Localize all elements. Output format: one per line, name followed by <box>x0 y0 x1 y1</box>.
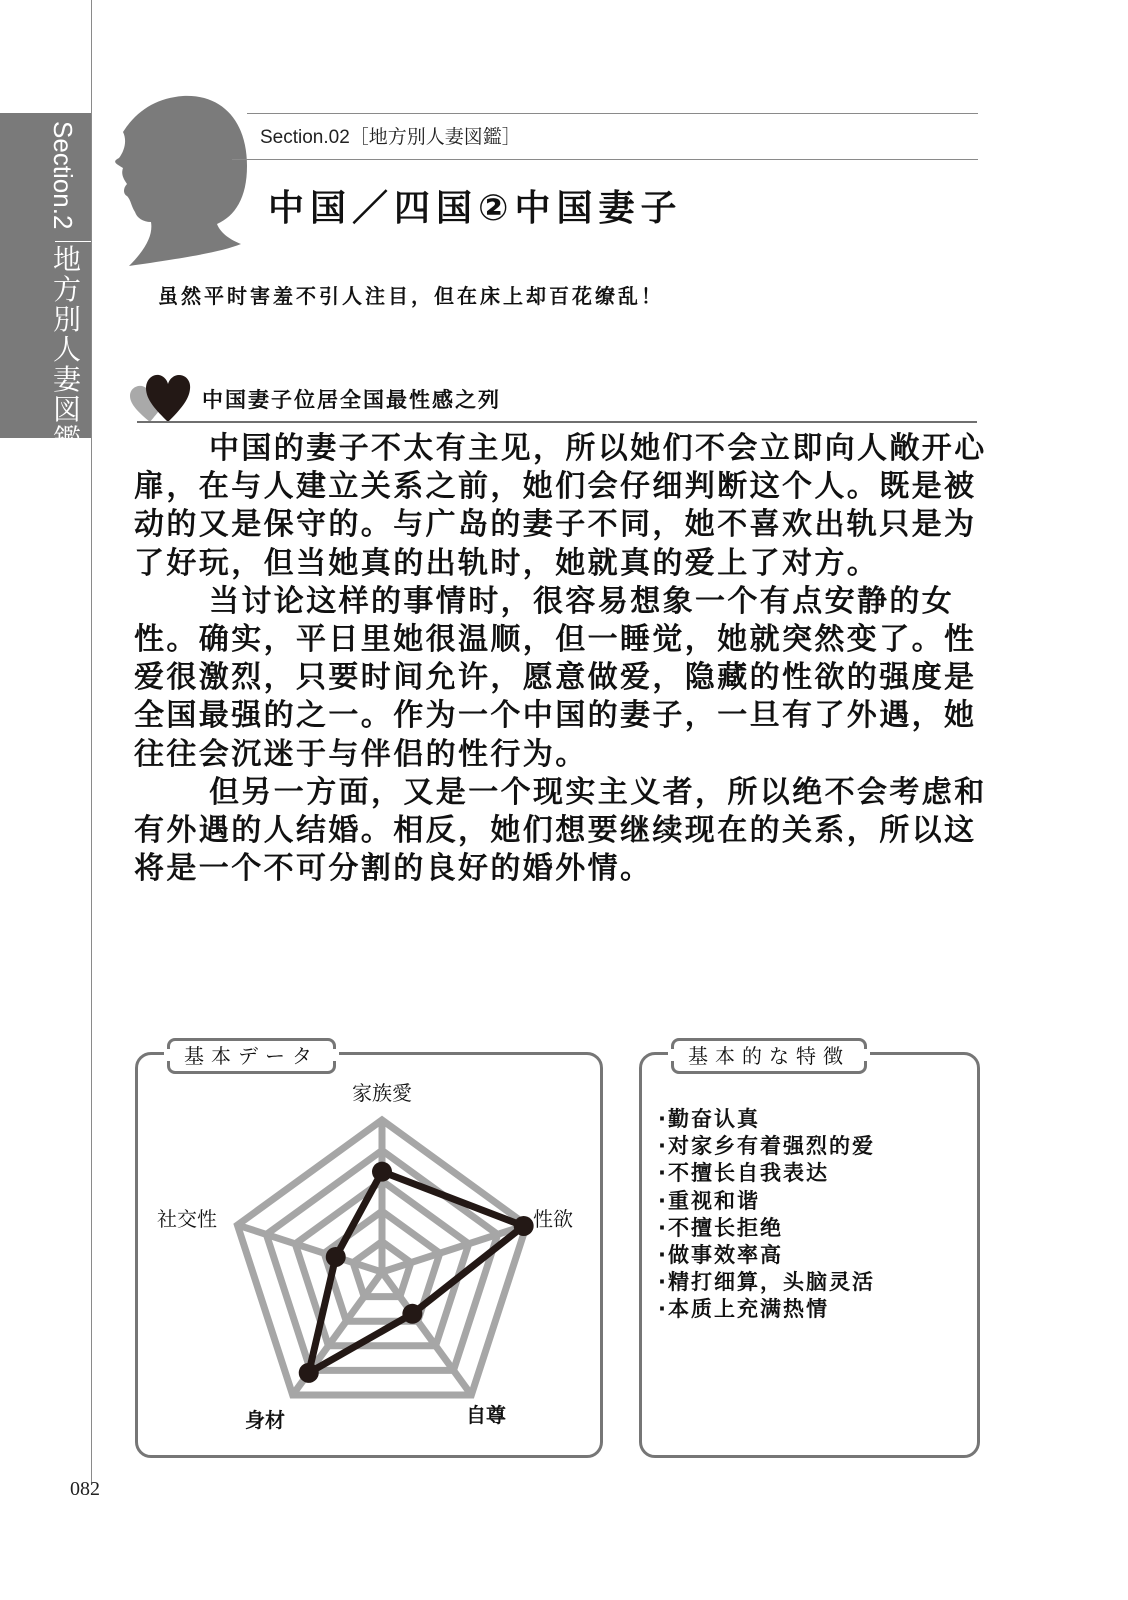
feature-item: ·本质上充满热情 <box>658 1297 829 1322</box>
radar-point <box>326 1247 346 1267</box>
feature-item: ·重视和谐 <box>658 1188 760 1213</box>
radar-chart <box>130 1080 600 1460</box>
side-tab-category: 地方別人妻図鑑 <box>52 243 81 456</box>
paragraph: 当讨论这样的事情时，很容易想象一个有点安静的女性。确实，平日里她很温顺，但一睡觉，她就突然变了。性爱很激烈，只要时间允许，愿意做爱，隐藏的性欲的强度是全国最强的之一。作为一个中国的妻子，一旦有了外遇，她往往会沉迷于与伴侣的性行为。 <box>134 583 977 772</box>
radar-point <box>402 1304 422 1324</box>
feature-item: ·勤奋认真 <box>658 1107 760 1131</box>
radar-point <box>299 1363 319 1383</box>
page-number: 082 <box>70 1478 100 1500</box>
margin-rule <box>91 0 92 1485</box>
article-body <box>134 430 1004 888</box>
radar-point <box>372 1162 392 1182</box>
subtitle: 虽然平时害羞不引人注目，但在床上却百花缭乱！ <box>158 284 664 308</box>
side-tab-divider <box>55 241 91 242</box>
radar-axis-label: 家族愛 <box>352 1081 412 1105</box>
features-list <box>658 1106 875 1324</box>
header-bottom-rule <box>232 159 978 160</box>
paragraph: 中国的妻子不太有主见，所以她们不会立即向人敞开心扉，在与人建立关系之前，她们会仔细判断这个人。既是被动的又是保守的。与广岛的妻子不同，她不喜欢出轨只是为了好玩，但当她真的出轨时，她就真的爱上了对方。 <box>134 431 987 581</box>
section-side-tab <box>0 113 91 456</box>
hearts-icon <box>128 372 194 424</box>
radar-axis-label: 性欲 <box>533 1207 573 1231</box>
radar-axis-label: 自尊 <box>466 1403 506 1427</box>
page-title: 中国／四国②中国妻子 <box>268 188 683 229</box>
feature-item: ·不擅长自我表达 <box>658 1161 829 1186</box>
radar-axis-label: 社交性 <box>157 1207 217 1231</box>
article-heading: 中国妻子位居全国最性感之列 <box>202 388 501 412</box>
feature-item: ·不擅长拒绝 <box>658 1215 783 1240</box>
header-top-rule <box>247 113 978 114</box>
features-label: 基本的な特徴 <box>671 1038 867 1074</box>
heading-rule <box>137 421 977 423</box>
feature-item: ·对家乡有着强烈的爱 <box>658 1134 875 1159</box>
radar-point <box>514 1216 534 1236</box>
section-label: Section.02［地方別人妻図鑑］ <box>260 127 521 148</box>
woman-silhouette-icon <box>113 88 253 268</box>
basic-data-label: 基本データ <box>167 1038 336 1074</box>
side-tab-section: Section.2 <box>48 121 78 230</box>
radar-axis-label: 身材 <box>245 1408 285 1432</box>
paragraph: 但另一方面，又是一个现实主义者，所以绝不会考虑和有外遇的人结婚。相反，她们想要继续现在的关系，所以这将是一个不可分割的良好的婚外情。 <box>134 774 987 887</box>
feature-item: ·做事效率高 <box>658 1243 783 1268</box>
feature-item: ·精打细算，头脑灵活 <box>658 1270 875 1295</box>
